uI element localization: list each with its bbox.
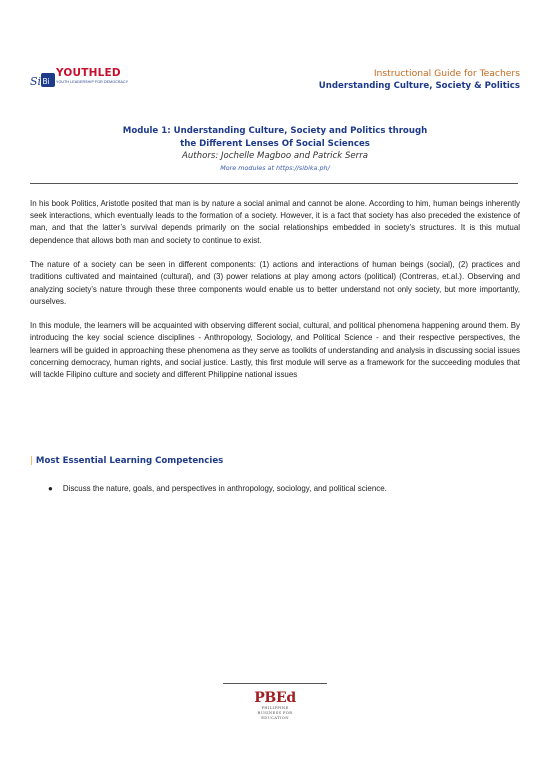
module-title-block [30,125,520,174]
module-title-line2: the Different Lenses Of Social Sciences [180,138,370,149]
section-bar-icon: | [30,456,33,466]
youthled-name: YOUTHLED [56,67,121,79]
footer-divider [223,683,327,684]
bullet-text: Discuss the nature, goals, and perspectives in anthropology, sociology, and political science. [62,484,387,493]
module-title-line1: Module 1: Understanding Culture, Society and Politics through [122,126,428,136]
authors: Authors: Jochelle Magboo and Patrick Serra [181,151,369,161]
pbed-logo-text: PBEd [254,690,296,706]
pbed-logo-line1: PHILIPPINE [261,705,289,710]
svg-text:Si: Si [30,75,42,88]
section-heading-text: Most Essential Learning Competencies [35,456,224,466]
paragraph-intro: In his book Politics, Aristotle posited that man is by nature a social animal and cannot be alone. According to him, human beings inherently seek interactions, which eventually leads to the formation of a society. However, it is a fact that society has also preceded the existence of man, and that the latter’s survival depends primarily on the social relationships embedded in society’s structures. It is this mutual dependence that allows both man and society to continue to exist. [30,199,520,245]
paragraph-nature: The nature of a society can be seen in different components: (1) actions and interactions of human beings (social), (2) practices and traditions cultivated and maintained (cultural), and (3) power relations at play among actors (political) (Contreras, et.al.). Observing and analyzing society’s nature through these three components would enable us to better understand not only society, but more importantly, ourselves. [30,260,520,306]
guide-header [319,68,520,92]
title-divider [30,183,518,184]
bullet-icon: ● [48,484,53,493]
guide-subject: Understanding Culture, Society & Politics [318,81,520,91]
guide-label: Instructional Guide for Teachers [373,68,520,79]
body-text [30,198,520,394]
paragraph-module: In this module, the learners will be acquainted with observing different social, cultural, and political phenomena happening around them. By introducing the key social science disciplines - Anthropology, Sociology, and Political Science - and their respective perspectives, the learners will be guided in approaching these phenomena as they serve as toolkits of understanding and analysis in discussing social issues concerning democracy, human rights, and social justice. Lastly, this first module will serve as a framework for the succeeding modules that will tackle Filipino culture and society and different Philippine national issues [30,321,520,380]
sibika-logo [30,70,56,90]
youthled-tagline: YOUTH LEADERSHIP FOR DEMOCRACY [56,80,129,84]
section-heading [30,456,223,466]
list-item [48,484,387,493]
svg-text:Bi: Bi [42,77,50,86]
pbed-logo-line3: EDUCATION [261,715,289,720]
pbed-logo-line2: BUSINESS FOR [257,710,293,715]
more-modules-link[interactable]: More modules at https://sibika.ph/ [220,163,330,172]
youthled-logo [56,68,128,84]
pbed-logo [240,691,310,720]
